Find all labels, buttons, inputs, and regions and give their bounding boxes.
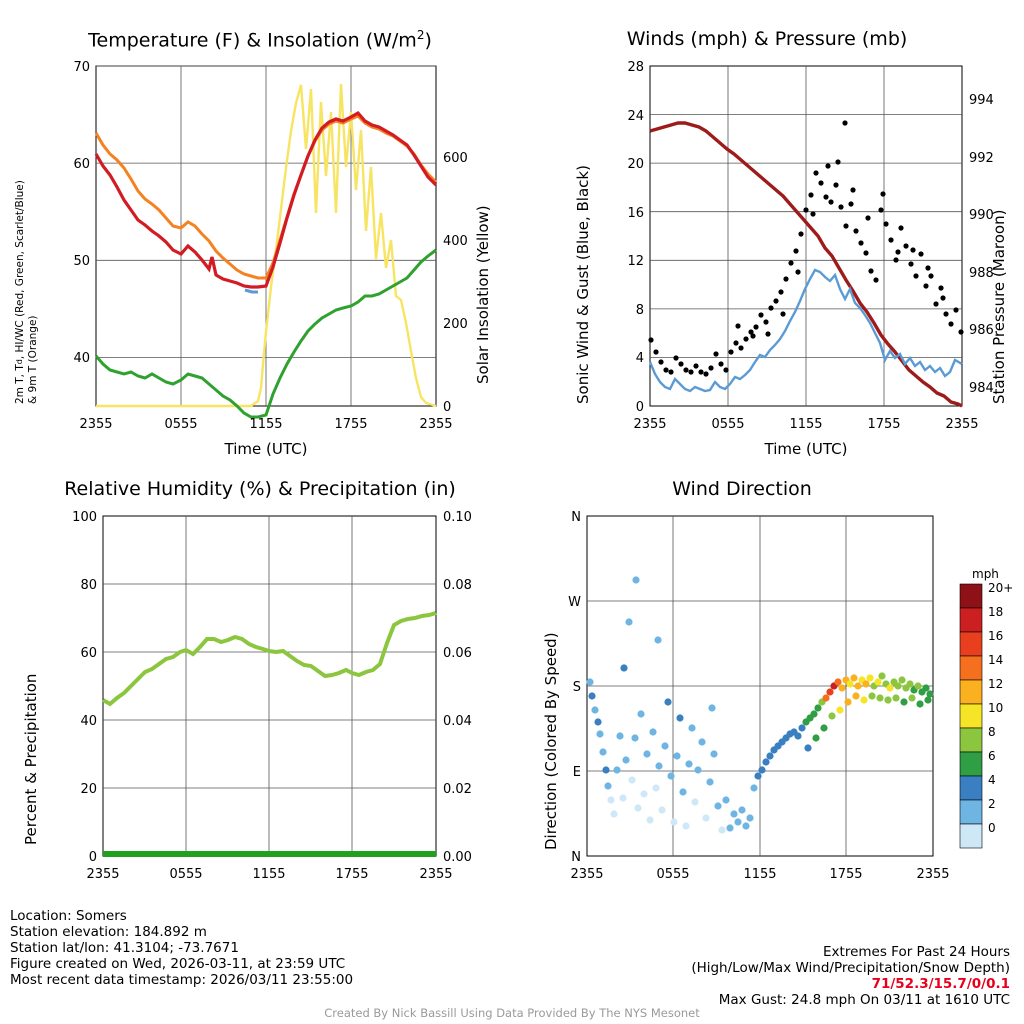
temperature-left-axis-label: 2m T, Td, HI/WC (Red, Green, Scarlet/Blue) & 9m T (Orange) [14, 180, 39, 404]
svg-text:600: 600 [443, 151, 468, 166]
svg-text:0: 0 [88, 850, 97, 865]
footer-recent-timestamp: Most recent data timestamp: 2026/03/11 23:55:00 [10, 972, 354, 988]
footer-created: Figure created on Wed, 2026-03-11, at 23:59 UTC [10, 956, 346, 972]
temperature-yticks-right [443, 151, 468, 415]
svg-text:1155: 1155 [252, 867, 286, 882]
svg-text:4: 4 [635, 351, 644, 366]
svg-text:0: 0 [988, 821, 996, 835]
colorbar-unit-label: mph [972, 567, 999, 581]
humidity-left-axis-label: Percent & Precipitation [22, 673, 40, 845]
svg-text:2355: 2355 [79, 417, 113, 432]
svg-text:20: 20 [627, 157, 644, 172]
svg-text:10: 10 [988, 701, 1004, 715]
wind-direction-left-axis-label: Direction (Colored By Speed) [542, 632, 560, 850]
svg-text:0.06: 0.06 [443, 646, 472, 661]
svg-text:990: 990 [969, 208, 994, 223]
svg-text:16: 16 [988, 629, 1004, 643]
panel-wind-direction [512, 470, 1024, 900]
humidity-plot [0, 470, 512, 900]
panel-wind-direction-title: Wind Direction [672, 478, 812, 500]
svg-text:0.00: 0.00 [443, 850, 472, 865]
svg-text:80: 80 [80, 578, 97, 593]
svg-text:60: 60 [73, 157, 90, 172]
winds-plot [512, 14, 1024, 464]
winds-yticks-right [969, 93, 994, 396]
svg-text:2355: 2355 [916, 867, 950, 882]
svg-text:24: 24 [627, 109, 644, 124]
temperature-plot [0, 14, 512, 464]
precip-series [103, 851, 436, 857]
humidity-yticks-right [443, 510, 472, 865]
panel-humidity [0, 470, 512, 900]
svg-text:0555: 0555 [164, 417, 198, 432]
panel-winds [512, 14, 1024, 464]
panel-winds-title: Winds (mph) & Pressure (mb) [626, 28, 908, 50]
svg-text:200: 200 [443, 317, 468, 332]
svg-text:20: 20 [80, 782, 97, 797]
svg-text:16: 16 [627, 206, 644, 221]
svg-text:14: 14 [988, 653, 1004, 667]
extremes-title: Extremes For Past 24 Hours [823, 944, 1010, 960]
footer-metadata [10, 908, 530, 988]
svg-text:2355: 2355 [86, 867, 120, 882]
svg-text:2355: 2355 [945, 417, 979, 432]
svg-text:12: 12 [627, 254, 644, 269]
temperature-yticks-left [73, 60, 90, 366]
svg-text:1755: 1755 [334, 417, 368, 432]
svg-text:1755: 1755 [829, 867, 863, 882]
svg-text:0.02: 0.02 [443, 782, 472, 797]
temperature-xticks [79, 417, 452, 432]
svg-text:400: 400 [443, 234, 468, 249]
svg-text:992: 992 [969, 151, 994, 166]
svg-text:W: W [568, 595, 581, 610]
svg-text:1755: 1755 [867, 417, 901, 432]
svg-text:4: 4 [988, 773, 996, 787]
svg-text:8: 8 [635, 303, 644, 318]
footer-location: Location: Somers [10, 908, 127, 924]
svg-text:S: S [572, 680, 581, 695]
svg-text:1755: 1755 [335, 867, 369, 882]
footer-extremes [490, 944, 1010, 1008]
extremes-values: 71/52.3/15.7/0/0.1 [871, 976, 1010, 992]
svg-text:1155: 1155 [743, 867, 777, 882]
svg-text:40: 40 [80, 714, 97, 729]
svg-text:E: E [572, 765, 581, 780]
winds-right-axis-label: Station Pressure (Maroon) [990, 209, 1008, 404]
svg-text:0555: 0555 [711, 417, 745, 432]
footer-latlon: Station lat/lon: 41.3104; -73.7671 [10, 940, 239, 956]
svg-text:0555: 0555 [169, 867, 203, 882]
svg-text:20+: 20+ [988, 581, 1014, 595]
svg-text:2355: 2355 [633, 417, 667, 432]
panel-temperature [0, 14, 512, 464]
svg-text:0.04: 0.04 [443, 714, 472, 729]
svg-text:18: 18 [988, 605, 1004, 619]
svg-text:40: 40 [73, 351, 90, 366]
winds-yticks-left [627, 60, 644, 415]
svg-text:0: 0 [443, 400, 452, 415]
svg-text:1155: 1155 [249, 417, 283, 432]
svg-text:N: N [571, 510, 581, 525]
winds-left-axis-label: Sonic Wind & Gust (Blue, Black) [574, 165, 592, 404]
svg-text:6: 6 [988, 749, 996, 763]
svg-text:0: 0 [635, 400, 644, 415]
svg-text:1155: 1155 [789, 417, 823, 432]
wind-speed-colorbar [960, 567, 1013, 848]
winds-xaxis-label: Time (UTC) [764, 440, 848, 458]
svg-text:28: 28 [627, 60, 644, 75]
humidity-yticks-left [72, 510, 97, 865]
footer-elevation: Station elevation: 184.892 m [10, 924, 207, 940]
svg-text:60: 60 [80, 646, 97, 661]
footer-credit: Created By Nick Bassill Using Data Provided By The NYS Mesonet [324, 1006, 700, 1020]
svg-text:0.08: 0.08 [443, 578, 472, 593]
svg-text:50: 50 [73, 254, 90, 269]
svg-text:986: 986 [969, 323, 994, 338]
humidity-xticks [86, 867, 452, 882]
svg-text:2: 2 [988, 797, 996, 811]
svg-text:12: 12 [988, 677, 1004, 691]
temperature-right-axis-label: Solar Insolation (Yellow) [474, 205, 492, 384]
svg-text:70: 70 [73, 60, 90, 75]
svg-text:994: 994 [969, 93, 994, 108]
wind-direction-yticks [568, 510, 581, 865]
svg-text:2355: 2355 [570, 867, 604, 882]
temperature-xaxis-label: Time (UTC) [224, 440, 308, 458]
svg-text:2355: 2355 [419, 417, 453, 432]
svg-text:100: 100 [72, 510, 97, 525]
panel-humidity-title: Relative Humidity (%) & Precipitation (in) [64, 478, 456, 500]
winds-xticks [633, 417, 978, 432]
extremes-subtitle: (High/Low/Max Wind/Precipitation/Snow Depth) [691, 960, 1010, 976]
svg-text:N: N [571, 850, 581, 865]
svg-text:984: 984 [969, 381, 994, 396]
panel-temperature-title: Temperature (F) & Insolation $(W/m^2)$ [88, 28, 432, 52]
svg-text:0555: 0555 [656, 867, 690, 882]
svg-text:2355: 2355 [419, 867, 453, 882]
svg-text:988: 988 [969, 266, 994, 281]
svg-text:0.10: 0.10 [443, 510, 472, 525]
svg-text:8: 8 [988, 725, 996, 739]
wind-direction-xticks [570, 867, 949, 882]
wind-direction-plot [512, 470, 1024, 900]
max-gust: Max Gust: 24.8 mph On 03/11 at 1610 UTC [718, 992, 1010, 1008]
